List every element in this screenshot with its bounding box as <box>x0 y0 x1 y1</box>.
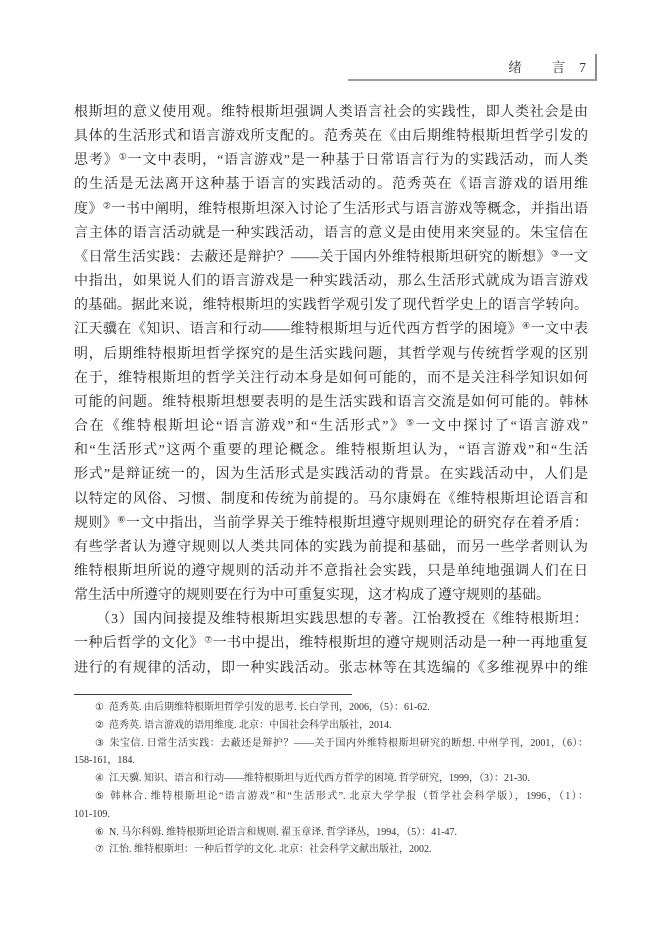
footnote-marker: ③ <box>95 737 105 749</box>
footnote: ② 范秀英. 语言游戏的语用维度. 北京：中国社会科学出版社，2014. <box>95 719 392 731</box>
body-line: 规则》⑥一文中指出，当前学界关于维特根斯坦遵守规则理论的研究存在着矛盾： <box>74 514 589 531</box>
footnote-ref: ⑦ <box>204 634 213 645</box>
body-line: 以特定的风俗、习惯、制度和传统为前提的。马尔康姆在《维特根斯坦论语言和 <box>74 491 588 507</box>
footnote-marker: ⑤ <box>95 790 106 802</box>
footnote-ref: ④ <box>522 320 531 331</box>
footnote: ④ 江天骥. 知识、语言和行动——维特根斯坦与近代西方哲学的困境. 哲学研究，1999，（3）：21-30. <box>95 773 530 785</box>
body-line: 江天骥在《知识、语言和行动——维特根斯坦与近代西方哲学的困境》④一文中表 <box>74 320 588 338</box>
body-line: 合在《维特根斯坦论“语言游戏”和“生活形式”》⑤一文中探讨了“语言游戏” <box>74 417 588 435</box>
body-line: 的生活是无法离开这种基于语言的实践活动的。范秀英在《语言游戏的语用维 <box>74 177 588 193</box>
body-line: 度》②一书中阐明，维特根斯坦深入讨论了生活形式与语言游戏等概念，并指出语 <box>74 200 589 217</box>
body-line: 根斯坦的意义使用观。维特根斯坦强调人类语言社会的实践性，即人类社会是由 <box>74 105 588 120</box>
running-header <box>348 54 597 81</box>
footnote-ref: ③ <box>550 248 560 259</box>
footnote-marker: ① <box>95 702 104 713</box>
body-line: 常生活中所遵守的规则要在行为中可重复实现，这才构成了遵守规则的基础。 <box>74 588 550 604</box>
footnote-continuation: 158-161，184. <box>74 755 135 767</box>
footnote-separator <box>74 694 352 695</box>
body-line: 的基础。据此来说，维特根斯坦的实践哲学观引发了现代哲学史上的语言学转向。 <box>74 298 588 314</box>
footnote-marker: ⑦ <box>95 844 104 856</box>
body-line: 中指出，如果说人们的语言游戏是一种实践活动，那么生活形式就成为语言游戏 <box>74 274 588 290</box>
body-line: 和“生活形式”这两个重要的理论概念。维特根斯坦认为，“语言游戏”和“生活 <box>74 443 588 459</box>
footnote-ref: ② <box>102 200 112 211</box>
footnote-ref: ⑥ <box>117 514 126 525</box>
body-line: 可能的问题。维特根斯坦想要表明的是生活实践和语言交流是如何可能的。韩林 <box>74 394 588 410</box>
body-text <box>74 101 588 681</box>
footnote-marker: ② <box>95 719 104 731</box>
body-line: 思考》①一文中表明，“语言游戏”是一种基于日常语言行为的实践活动，而人类 <box>74 151 588 169</box>
body-line: 明，后期维特根斯坦哲学探究的是生活实践问题，其哲学观与传统哲学观的区别 <box>74 346 588 362</box>
footnote-continuation: 101-109. <box>74 808 110 820</box>
section-title: 绪 言 <box>508 60 567 75</box>
footnote-ref: ① <box>118 151 128 162</box>
footnote: ⑥ N. 马尔科姆. 维特根斯坦论语言和规则. 翟玉章译. 哲学译丛，1994，（5）：41-47. <box>95 826 458 838</box>
body-line: 《日常生活实践：去蔽还是辩护？——关于国内外维特根斯坦研究的断想》③一文 <box>74 248 588 265</box>
body-line: 形式”是辩证统一的，因为生活形式是实践活动的背景。在实践活动中，人们是 <box>74 467 588 483</box>
body-line: 维特根斯坦所说的遵守规则的活动并不意指社会实践，只是单纯地强调人们在日 <box>74 563 588 579</box>
body-line: 在于，维特根斯坦的哲学关注行动本身是如何可能的，而不是关注科学知识如何 <box>74 370 588 386</box>
footnote-ref: ⑤ <box>406 417 416 428</box>
body-line: 有些学者认为遵守规则以人类共同体的实践为前提和基础，而另一些学者则认为 <box>74 539 588 555</box>
body-line: （3）国内间接提及维特根斯坦实践思想的专著。江怡教授在《维特根斯坦： <box>74 612 588 628</box>
footnote: ⑤ 韩林合. 维特根斯坦论“语言游戏”和“生活形式”. 北京大学学报（哲学社会科学版），1996，（1）： <box>95 790 588 802</box>
footnote-marker: ④ <box>95 773 104 785</box>
footnotes-list <box>74 699 588 859</box>
body-line: 进行的有规律的活动，即一种实践活动。张志林等在其选编的《多维视界中的维 <box>74 660 588 676</box>
body-line: 具体的生活形式和语言游戏所支配的。范秀英在《由后期维特根斯坦哲学引发的 <box>74 129 588 145</box>
footnote: ③ 朱宝信. 日常生活实践：去蔽还是辩护？——关于国内外维特根斯坦研究的断想. 中州学刊，2001，（6）： <box>95 737 589 749</box>
page-number: 7 <box>579 60 586 75</box>
body-line: 一种后哲学的文化》⑦一书中提出，维特根斯坦的遵守规则活动是一种一再地重复 <box>74 634 588 652</box>
footnote-marker: ⑥ <box>95 826 104 838</box>
body-line: 言主体的语言活动就是一种实践活动，语言的意义是由使用来突显的。朱宝信在 <box>74 225 588 241</box>
footnote: ⑦ 江怡. 维特根斯坦：一种后哲学的文化. 北京：社会科学文献出版社，2002. <box>95 844 432 856</box>
footnote: ① 范秀英. 由后期维特根斯坦哲学引发的思考. 长白学刊，2006，（5）：61-62. <box>95 702 430 713</box>
